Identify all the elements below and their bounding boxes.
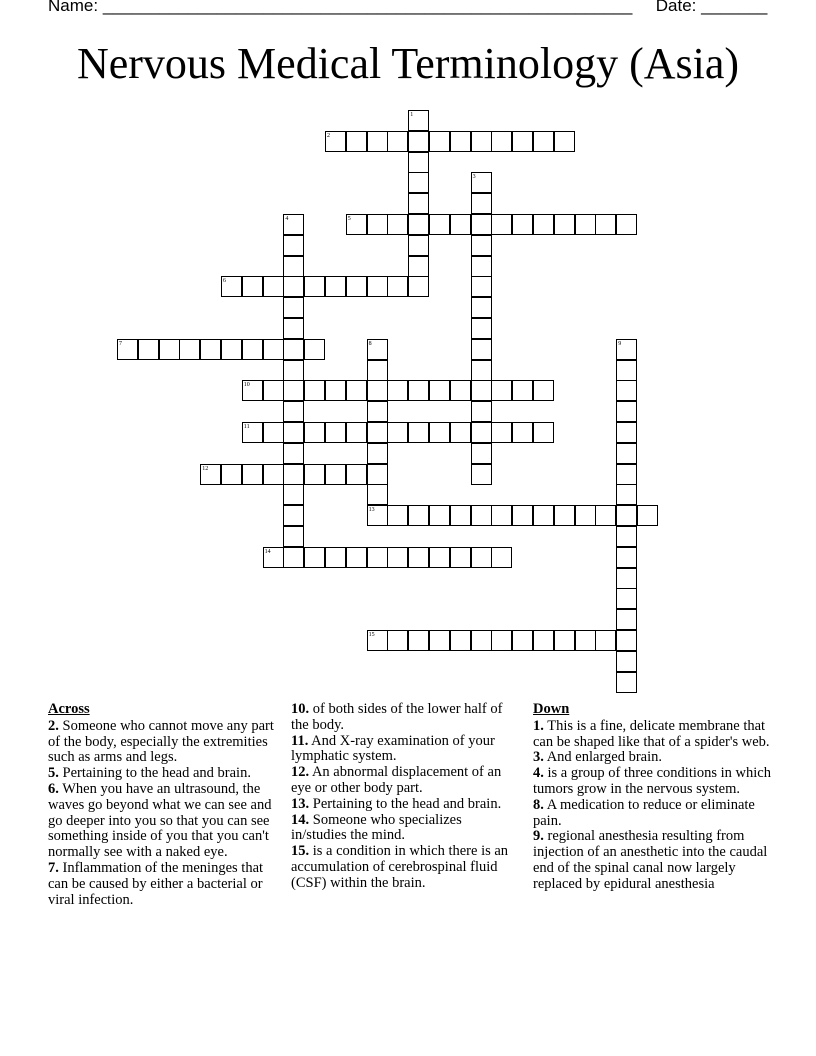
cell-number: 10 xyxy=(243,382,250,389)
grid-cell[interactable] xyxy=(491,131,512,152)
cell-number: 13 xyxy=(368,507,375,514)
grid-cell[interactable] xyxy=(283,256,304,277)
grid-cell[interactable] xyxy=(575,214,596,235)
grid-cell[interactable] xyxy=(471,131,492,152)
grid-cell[interactable] xyxy=(512,131,533,152)
grid-cell[interactable] xyxy=(471,339,492,360)
grid-cell[interactable] xyxy=(616,484,637,505)
grid-cell[interactable] xyxy=(408,172,429,193)
grid-cell[interactable] xyxy=(283,401,304,422)
grid-cell[interactable] xyxy=(387,131,408,152)
grid-cell[interactable] xyxy=(408,152,429,173)
grid-cell[interactable] xyxy=(387,276,408,297)
grid-cell[interactable] xyxy=(283,505,304,526)
grid-cell[interactable] xyxy=(471,380,492,401)
grid-cell[interactable] xyxy=(471,401,492,422)
cell-number: 9 xyxy=(618,340,622,347)
grid-cell[interactable] xyxy=(283,526,304,547)
grid-cell[interactable] xyxy=(283,464,304,485)
grid-cell[interactable] xyxy=(283,297,304,318)
grid-cell[interactable] xyxy=(533,131,554,152)
name-blank[interactable]: ________________________________________________________ xyxy=(102,0,633,15)
grid-cell[interactable] xyxy=(616,214,637,235)
grid-cell[interactable] xyxy=(575,505,596,526)
clue-item xyxy=(291,702,515,734)
clue-text: And X-ray examination of your lymphatic system. xyxy=(291,732,495,765)
grid-cell[interactable] xyxy=(616,588,637,609)
clue-number: 14. xyxy=(291,811,310,828)
grid-cell[interactable] xyxy=(429,422,450,443)
grid-cell[interactable] xyxy=(367,464,388,485)
clue-text: Someone who specializes in/studies the mind. xyxy=(291,811,462,844)
grid-cell[interactable] xyxy=(616,360,637,381)
grid-cell[interactable] xyxy=(304,339,325,360)
clue-number: 1. xyxy=(533,717,544,734)
clue-text: regional anesthesia resulting from injection of an anesthetic into the caudal end of the spinal canal now largely replaced by epidural anesthesia xyxy=(533,828,768,892)
grid-cell[interactable] xyxy=(179,339,200,360)
clue-number: 13. xyxy=(291,795,310,812)
grid-cell[interactable] xyxy=(367,484,388,505)
grid-cell[interactable] xyxy=(595,630,616,651)
clue-number: 9. xyxy=(533,828,544,845)
grid-cell[interactable] xyxy=(533,630,554,651)
grid-cell[interactable] xyxy=(304,422,325,443)
grid-cell[interactable] xyxy=(533,380,554,401)
grid-cell[interactable] xyxy=(491,214,512,235)
clue-text: is a condition in which there is an accumulation of cerebrospinal fluid (CSF) within the brain. xyxy=(291,843,509,891)
grid-cell[interactable] xyxy=(616,443,637,464)
grid-cell[interactable] xyxy=(471,297,492,318)
grid-cell[interactable] xyxy=(554,505,575,526)
grid-cell[interactable] xyxy=(471,276,492,297)
grid-cell[interactable] xyxy=(450,505,471,526)
grid-cell[interactable] xyxy=(491,630,512,651)
grid-cell[interactable] xyxy=(367,547,388,568)
grid-cell[interactable] xyxy=(242,276,263,297)
clue-item xyxy=(48,766,284,782)
grid-cell[interactable] xyxy=(367,360,388,381)
grid-cell[interactable] xyxy=(450,380,471,401)
grid-cell[interactable] xyxy=(554,214,575,235)
clue-text: An abnormal displacement of an eye or other body part. xyxy=(291,764,502,796)
grid-cell[interactable] xyxy=(471,214,492,235)
across-heading: Across xyxy=(48,701,90,717)
clue-text: of both sides of the lower half of the body. xyxy=(291,701,503,733)
grid-cell[interactable] xyxy=(533,505,554,526)
grid-cell[interactable] xyxy=(616,547,637,568)
grid-cell[interactable] xyxy=(283,380,304,401)
clue-text: This is a fine, delicate membrane that can be shaped like that of a spider's web. xyxy=(533,717,770,750)
grid-cell[interactable] xyxy=(450,131,471,152)
grid-cell[interactable] xyxy=(595,505,616,526)
grid-cell[interactable] xyxy=(616,672,637,693)
grid-cell[interactable] xyxy=(471,235,492,256)
grid-cell[interactable] xyxy=(283,484,304,505)
grid-cell[interactable] xyxy=(637,505,658,526)
clue-item xyxy=(48,782,284,861)
cell-number: 5 xyxy=(347,216,351,222)
clue-item xyxy=(291,813,515,845)
grid-cell[interactable] xyxy=(471,630,492,651)
grid-cell[interactable] xyxy=(616,464,637,485)
grid-cell[interactable] xyxy=(387,214,408,235)
grid-cell[interactable] xyxy=(471,422,492,443)
grid-cell[interactable] xyxy=(325,464,346,485)
grid-cell[interactable] xyxy=(429,630,450,651)
grid-cell[interactable] xyxy=(408,235,429,256)
grid-cell[interactable] xyxy=(616,380,637,401)
grid-cell[interactable] xyxy=(429,380,450,401)
grid-cell[interactable] xyxy=(471,256,492,277)
grid-cell[interactable] xyxy=(304,380,325,401)
grid-cell[interactable] xyxy=(616,526,637,547)
grid-cell[interactable] xyxy=(304,464,325,485)
grid-cell[interactable] xyxy=(616,651,637,672)
grid-cell[interactable] xyxy=(616,568,637,589)
grid-cell[interactable] xyxy=(450,214,471,235)
grid-cell[interactable] xyxy=(408,380,429,401)
clue-item xyxy=(291,797,515,813)
grid-cell[interactable] xyxy=(616,505,637,526)
grid-cell[interactable] xyxy=(138,339,159,360)
cell-number: 3 xyxy=(472,174,476,181)
grid-cell[interactable] xyxy=(283,547,304,568)
down-heading: Down xyxy=(533,701,570,717)
grid-cell[interactable] xyxy=(429,547,450,568)
grid-cell[interactable] xyxy=(367,401,388,422)
grid-cell[interactable] xyxy=(325,547,346,568)
clue-item xyxy=(533,798,773,830)
clue-item xyxy=(533,750,773,766)
clue-text: Pertaining to the head and brain. xyxy=(62,765,251,782)
grid-cell[interactable] xyxy=(367,131,388,152)
date-blank[interactable]: _______ xyxy=(701,0,768,15)
grid-cell[interactable] xyxy=(408,276,429,297)
cell-number: 14 xyxy=(264,548,271,555)
grid-cell[interactable] xyxy=(283,339,304,360)
grid-cell[interactable] xyxy=(263,464,284,485)
grid-cell[interactable] xyxy=(512,505,533,526)
clue-text: And enlarged brain. xyxy=(546,749,662,766)
clue-number: 6. xyxy=(48,780,59,797)
clue-text: Someone who cannot move any part of the body, especially the extremities such as arms and legs. xyxy=(48,717,274,766)
clue-text: Inflammation of the meninges that can be caused by either a bacterial or viral infection. xyxy=(48,859,264,908)
grid-cell[interactable] xyxy=(221,464,242,485)
clue-item xyxy=(533,766,773,798)
grid-cell[interactable] xyxy=(471,505,492,526)
grid-cell[interactable] xyxy=(408,422,429,443)
grid-cell[interactable] xyxy=(346,380,367,401)
grid-cell[interactable] xyxy=(159,339,180,360)
grid-cell[interactable] xyxy=(616,422,637,443)
name-label: Name: xyxy=(48,0,99,15)
clue-text: When you have an ultrasound, the waves go beyond what we can see and go deeper into you so that you can see something inside of you that you can't normally see with a naked eye. xyxy=(48,780,272,861)
clue-item xyxy=(291,844,515,891)
grid-cell[interactable] xyxy=(387,380,408,401)
grid-cell[interactable] xyxy=(554,630,575,651)
grid-cell[interactable] xyxy=(408,547,429,568)
grid-cell[interactable] xyxy=(242,339,263,360)
grid-cell[interactable] xyxy=(408,193,429,214)
clue-number: 15. xyxy=(291,843,310,860)
clue-item xyxy=(533,719,773,751)
clue-item xyxy=(291,734,515,766)
clue-number: 12. xyxy=(291,764,310,781)
grid-cell[interactable] xyxy=(408,256,429,277)
grid-cell[interactable] xyxy=(512,422,533,443)
cell-number: 15 xyxy=(368,632,375,638)
grid-cell[interactable] xyxy=(450,547,471,568)
grid-cell[interactable] xyxy=(367,214,388,235)
grid-cell[interactable] xyxy=(408,214,429,235)
clue-number: 8. xyxy=(533,796,544,813)
grid-cell[interactable] xyxy=(387,505,408,526)
grid-cell[interactable] xyxy=(512,380,533,401)
clue-item xyxy=(48,719,284,766)
grid-cell[interactable] xyxy=(387,630,408,651)
clue-item xyxy=(533,829,773,892)
grid-cell[interactable] xyxy=(242,464,263,485)
page-title: Nervous Medical Terminology (Asia) xyxy=(76,39,740,88)
clue-number: 5. xyxy=(48,765,59,782)
grid-cell[interactable] xyxy=(408,505,429,526)
grid-cell[interactable] xyxy=(200,339,221,360)
clue-item xyxy=(48,861,284,908)
grid-cell[interactable] xyxy=(304,276,325,297)
grid-cell[interactable] xyxy=(471,193,492,214)
grid-cell[interactable] xyxy=(263,380,284,401)
across-clues-column-1 xyxy=(48,702,284,908)
grid-cell[interactable] xyxy=(471,464,492,485)
grid-cell[interactable] xyxy=(325,380,346,401)
grid-cell[interactable] xyxy=(429,214,450,235)
cell-number: 2 xyxy=(327,132,330,139)
grid-cell[interactable] xyxy=(575,630,596,651)
grid-cell[interactable] xyxy=(367,276,388,297)
cell-number: 1 xyxy=(410,112,414,118)
grid-cell[interactable] xyxy=(471,547,492,568)
grid-cell[interactable] xyxy=(263,339,284,360)
grid-cell[interactable] xyxy=(346,464,367,485)
grid-cell[interactable] xyxy=(283,318,304,339)
grid-cell[interactable] xyxy=(471,443,492,464)
cell-number: 4 xyxy=(285,216,289,222)
grid-cell[interactable] xyxy=(471,360,492,381)
clue-number: 11. xyxy=(291,732,309,749)
cell-number: 7 xyxy=(119,340,122,347)
grid-cell[interactable] xyxy=(283,360,304,381)
grid-cell[interactable] xyxy=(450,630,471,651)
cell-number: 6 xyxy=(223,278,226,285)
clue-number: 4. xyxy=(533,765,544,782)
grid-cell[interactable] xyxy=(283,443,304,464)
grid-cell[interactable] xyxy=(387,422,408,443)
cell-number: 8 xyxy=(368,340,372,347)
grid-cell[interactable] xyxy=(283,276,304,297)
grid-cell[interactable] xyxy=(554,131,575,152)
grid-cell[interactable] xyxy=(263,276,284,297)
grid-cell[interactable] xyxy=(325,422,346,443)
grid-cell[interactable] xyxy=(263,422,284,443)
grid-cell[interactable] xyxy=(408,131,429,152)
grid-cell[interactable] xyxy=(346,131,367,152)
grid-cell[interactable] xyxy=(616,630,637,651)
grid-cell[interactable] xyxy=(325,276,346,297)
grid-cell[interactable] xyxy=(221,339,242,360)
grid-cell[interactable] xyxy=(533,422,554,443)
clue-number: 10. xyxy=(291,701,310,717)
grid-cell[interactable] xyxy=(491,380,512,401)
grid-cell[interactable] xyxy=(346,547,367,568)
clue-number: 2. xyxy=(48,717,59,734)
down-clues-column xyxy=(533,702,773,893)
clue-text: is a group of three conditions in which tumors grow in the nervous system. xyxy=(533,765,771,797)
grid-cell[interactable] xyxy=(346,422,367,443)
grid-cell[interactable] xyxy=(283,422,304,443)
grid-cell[interactable] xyxy=(367,422,388,443)
clue-item xyxy=(291,765,515,797)
grid-cell[interactable] xyxy=(491,547,512,568)
grid-cell[interactable] xyxy=(367,380,388,401)
grid-cell[interactable] xyxy=(471,318,492,339)
grid-cell[interactable] xyxy=(491,422,512,443)
grid-cell[interactable] xyxy=(304,547,325,568)
grid-cell[interactable] xyxy=(512,214,533,235)
grid-cell[interactable] xyxy=(283,235,304,256)
date-label: Date: xyxy=(655,0,697,15)
clue-number: 3. xyxy=(533,749,544,766)
grid-cell[interactable] xyxy=(616,609,637,630)
grid-cell[interactable] xyxy=(408,630,429,651)
grid-cell[interactable] xyxy=(595,214,616,235)
grid-cell[interactable] xyxy=(533,214,554,235)
across-clues-column-2 xyxy=(291,702,515,892)
grid-cell[interactable] xyxy=(491,505,512,526)
grid-cell[interactable] xyxy=(450,422,471,443)
clue-text: A medication to reduce or eliminate pain. xyxy=(533,796,755,829)
cell-number: 12 xyxy=(202,465,209,472)
clue-number: 7. xyxy=(48,859,59,876)
grid-cell[interactable] xyxy=(429,131,450,152)
grid-cell[interactable] xyxy=(616,401,637,422)
grid-cell[interactable] xyxy=(429,505,450,526)
grid-cell[interactable] xyxy=(512,630,533,651)
grid-cell[interactable] xyxy=(367,443,388,464)
cell-number: 11 xyxy=(243,424,250,430)
clue-text: Pertaining to the head and brain. xyxy=(312,795,502,812)
grid-cell[interactable] xyxy=(387,547,408,568)
grid-cell[interactable] xyxy=(346,276,367,297)
